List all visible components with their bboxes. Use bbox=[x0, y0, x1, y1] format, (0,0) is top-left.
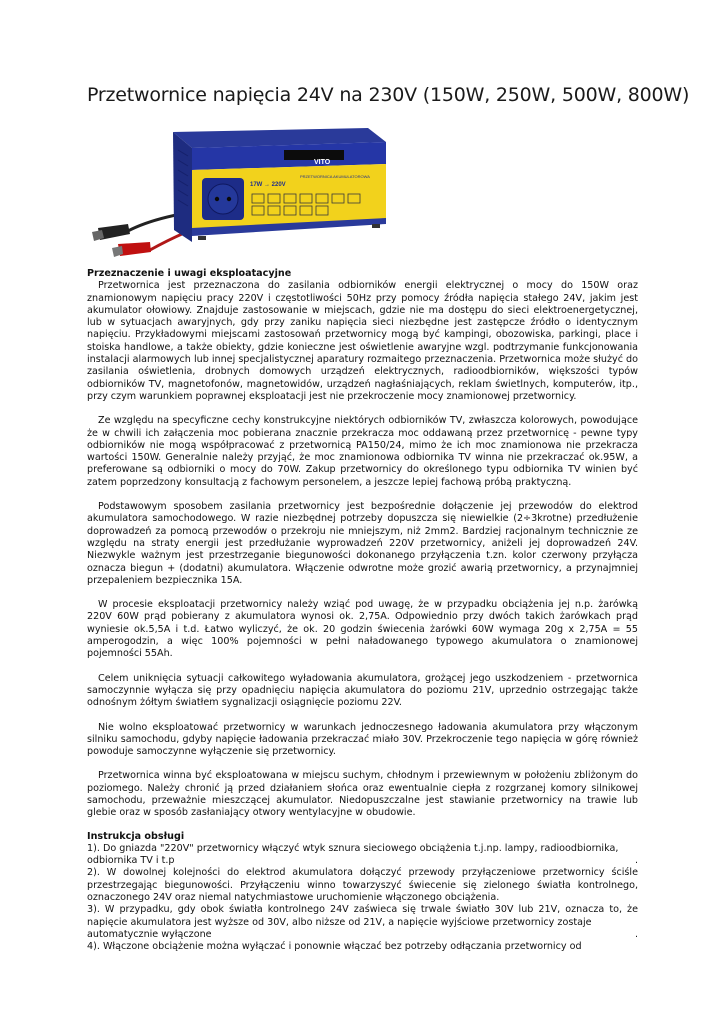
paragraph: Przetwornica jest przeznaczona do zasilania odbiorników energii elektrycznej o mocy do 150W oraz znamionowym napięciu pracy 220V i częstotliwości 50Hz przy pomocy źródła napięcia stałego 24V, jakim jest akumulator ołowiowy. Znajduje zastosowanie w miejscach, gdzie nie ma dostępu do sieci elektroenergetycznej, lub w sytuacjach awaryjnych, gdy przy zaniku napięcia sieci niezbędne jest zastępcze źródło o identycznym napięciu. Przykładowymi miejscami zastosowań przetwornicy mogą być kampingi, obozowiska, parkingi, place i stoiska handlowe, a także obiekty, gdzie konieczne jest oświetlenie awaryjne wzgl. podtrzymanie funkcjonowania instalacji alarmowych lub innej specjalistycznej aparatury rozmaitego przeznaczenia. Przetwornica może służyć do zasilania oświetlenia, drobnych domowych urządzeń elektrycznych, radioodbiorników, większości typów odbiorników TV, magnetofonów, magnetowidów, urządzeń nagłaśniających, reklam świetlnych, komputerów, itp., przy czym warunkiem poprawnej eksploatacji jest nie przekroczenie mocy znamionowej przetwornicy. bbox=[87, 280, 638, 402]
document-body bbox=[87, 268, 638, 954]
paragraph: Celem uniknięcia sytuacji całkowitego wyładowania akumulatora, grożącej jego uszkodzeniem - przetwornica samoczynnie wyłącza się przy opadnięciu napięcia akumulatora do poziomu 21V, uprzednio ostrzegając także odnośnym żółtym światłem sygnalizacji osiągnięcie poziomu 22V. bbox=[87, 672, 638, 709]
brand-label: VITO bbox=[314, 159, 331, 166]
black-clamp-icon bbox=[92, 224, 130, 241]
page-title: Przetwornice napięcia 24V na 230V (150W, 250W, 500W, 800W) bbox=[87, 84, 690, 106]
paragraph: W procesie eksploatacji przetwornicy należy wziąć pod uwagę, że w przypadku obciążenia jej n.p. żarówką 220V 60W prąd pobierany z akumulatora wynosi ok. 2,75A. Odpowiednio przy dwóch takich żarówkach prąd wyniesie ok.5,5A i t.d. Łatwo wyliczyć, że ok. 20 godzin świecenia żarówki 60W wymaga 20g x 2,75A = 55 amperogodzin, a więc 100% pojemności w pełni naładowanego typowego akumulatora o znamionowej pojemności 55Ah. bbox=[87, 599, 638, 660]
instruction-item: 2). W dowolnej kolejności do elektrod akumulatora dołączyć przewody przyłączeniowe przetwornicy ściśle przestrzegając biegunowości. Przyłączeniu winno towarzyszyć świecenie się zielonego światła kontrolnego, oznaczonego 24V oraz niemal natychmiastowe uruchomienie włączonego obciążenia. bbox=[87, 867, 638, 904]
instruction-item: 3). W przypadku, gdy obok światła kontrolnego 24V zaświeca się trwale światło 30V lub 21V, oznacza to, że napięcie akumulatora jest wyższe od 30V, albo niższe od 21V, a napięcie wyjściowe przetwornicy zostaje automatycznie wyłączone . bbox=[87, 904, 638, 940]
paragraph: Przetwornica winna być eksploatowana w miejscu suchym, chłodnym i przewiewnym w położeniu zbliżonym do poziomego. Należy chronić ją przed działaniem słońca oraz ewentualnie ciepła z rozgrzanej komory silnikowej samochodu, przeważnie mieszczącej akumulator. Niedopuszczalne jest stawianie przetwornicy na trawie lub glebie oraz w sposób zasłaniający otwory wentylacyjne w obudowie. bbox=[87, 770, 638, 819]
instruction-item: 4). Włączone obciążenie można wyłączać i ponownie włączać bez potrzeby odłączania przetwornicy od bbox=[87, 941, 582, 953]
paragraph: Nie wolno eksploatować przetwornicy w warunkach jednoczesnego ładowania akumulatora przy włączonym silniku samochodu, gdyby napięcie ładowania przekraczać miało 30V. Przekroczenie tego napięcia w górę również powoduje samoczynne wyłączenie się przetwornicy. bbox=[87, 721, 638, 758]
instruction-tail: odbiornika TV i t.p bbox=[87, 855, 175, 867]
red-clamp-icon bbox=[112, 242, 151, 257]
voltage-converter-photo bbox=[88, 120, 388, 270]
paragraph: Ze względu na specyficzne cechy konstrukcyjne niektórych odbiorników TV, zwłaszcza kolorowych, powodujące że w chwili ich załączenia moc pobierana znacznie przekracza moc oddawaną przez przetwornicę - pewne typy odbiorników nie mogą współpracować z przetwornicą PA150/24, mimo że ich moc znamionowa nie przekracza wartości 150W. Generalnie należy przyjąć, że moc znamionowa odbiornika TV winna nie przekraczać ok.95W, a preferowane są odbiorniki o mocy do 70W. Zakup przetwornicy do określonego typu odbiornika TV winien być zatem poprzedzony konsultacją z fachowym personelem, a jeszcze lepiej fachową próbą praktyczną. bbox=[87, 415, 638, 488]
paragraph: Podstawowym sposobem zasilania przetwornicy jest bezpośrednie dołączenie jej przewodów do elektrod akumulatora samochodowego. W razie niezbędnej potrzeby dopuszcza się niewielkie (2÷3krotne) przedłużenie doprowadzeń za pomocą przewodów o przekroju nie mniejszym, niż 2mm2. Bardziej racjonalnym technicznie ze względu na straty energii jest przedłużanie wyprowadzeń 220V przetwornicy, aniżeli jej doprowadzeń 24V. Niezwykle ważnym jest przestrzeganie biegunowości dokonanego przyłączenia t.zn. kolor czerwony przyłącza oznacza biegun + (dodatni) akumulatora. Włączenie odwrotne może grozić awarią przetwornicy, a przynajmniej przepaleniem bezpiecznika 15A. bbox=[87, 501, 638, 586]
instructions-section bbox=[87, 831, 638, 954]
instruction-text: 1). Do gniazda "220V" przetwornicy włączyć wtyk sznura sieciowego obciążenia t.j.np. lampy, radioodbiornika, bbox=[87, 842, 619, 854]
instruction-tail: automatycznie wyłączone bbox=[87, 928, 212, 940]
rating-label: 17W → 220V bbox=[250, 182, 286, 188]
instruction-item: 1). Do gniazda "220V" przetwornicy włączyć wtyk sznura sieciowego obciążenia t.j.np. lampy, radioodbiornika, odbiornika TV i t.p . bbox=[87, 842, 638, 867]
section-heading: Instrukcja obsługi bbox=[87, 830, 185, 842]
front-label: PRZETWORNICA AKUMULATOROWA bbox=[300, 174, 370, 179]
instruction-text: 3). W przypadku, gdy obok światła kontrolnego 24V zaświeca się trwale światło 30V lub 21V, oznacza to, że napięcie akumulatora jest wyższe od 30V, albo niższe od 21V, a napięcie wyjściowe przetwornicy zostaje bbox=[87, 904, 638, 928]
section-heading: Przeznaczenie i uwagi eksploatacyjne bbox=[87, 268, 292, 279]
